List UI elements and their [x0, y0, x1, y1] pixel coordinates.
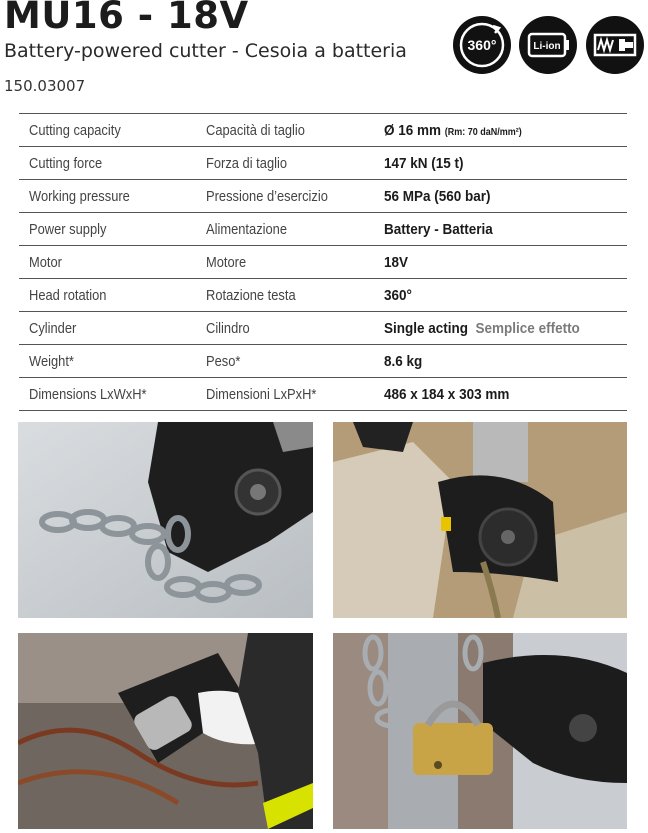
spec-value: 360° [384, 286, 412, 304]
table-row [19, 246, 627, 279]
spec-label-en: Working pressure [29, 187, 130, 205]
spec-value: 56 MPa (560 bar) [384, 187, 491, 205]
rotation-360-icon [453, 16, 511, 74]
motor-icon [586, 16, 644, 74]
spec-label-en: Motor [29, 253, 62, 271]
product-code: 150.03007 [4, 77, 86, 95]
battery-icon [519, 16, 577, 74]
table-row [19, 180, 627, 213]
spec-label-en: Cylinder [29, 319, 77, 337]
badge-liion-label: Li-ion [533, 41, 561, 52]
table-row [19, 378, 627, 411]
spec-value: Battery - Batteria [384, 220, 493, 238]
photo-cutter-rocks [333, 422, 627, 618]
spec-value: Single acting [384, 319, 469, 337]
specs-table [19, 113, 627, 411]
spec-label-en: Weight* [29, 352, 74, 370]
table-row [19, 312, 627, 345]
spec-value: 147 kN (15 t) [384, 154, 464, 172]
spec-label-it: Pressione d’esercizio [206, 187, 328, 205]
spec-label-it: Cilindro [206, 319, 250, 337]
spec-value-it: Semplice effetto [475, 319, 580, 337]
spec-label-it: Peso* [206, 352, 241, 370]
table-row [19, 345, 627, 378]
table-row [19, 279, 627, 312]
spec-label-it: Capacità di taglio [206, 121, 305, 139]
product-subtitle: Battery-powered cutter - Cesoia a batteria [4, 40, 407, 62]
spec-value: 486 x 184 x 303 mm [384, 385, 510, 403]
photo-cutter-padlock [333, 633, 627, 829]
spec-label-en: Cutting force [29, 154, 103, 172]
spec-label-en: Power supply [29, 220, 107, 238]
photo-cutter-chain [18, 422, 313, 618]
spec-label-it: Motore [206, 253, 247, 271]
badge-360-label: 360° [467, 37, 497, 53]
spec-label-it: Dimensioni LxPxH* [206, 385, 317, 403]
product-title: MU16 - 18V [4, 0, 249, 37]
spec-label-it: Forza di taglio [206, 154, 288, 172]
spec-label-it: Rotazione testa [206, 286, 296, 304]
spec-value: Ø 16 mm [384, 121, 442, 139]
spec-label-en: Dimensions LxWxH* [29, 385, 147, 403]
spec-note: (Rm: 70 daN/mm²) [444, 126, 522, 138]
photo-cutter-scrap [18, 633, 313, 829]
spec-value: 18V [384, 253, 409, 271]
table-row [19, 213, 627, 246]
spec-label-it: Alimentazione [206, 220, 288, 238]
spec-label-en: Head rotation [29, 286, 107, 304]
spec-value: 8.6 kg [384, 352, 423, 370]
spec-label-en: Cutting capacity [29, 121, 121, 139]
table-row [19, 114, 627, 147]
table-row [19, 147, 627, 180]
